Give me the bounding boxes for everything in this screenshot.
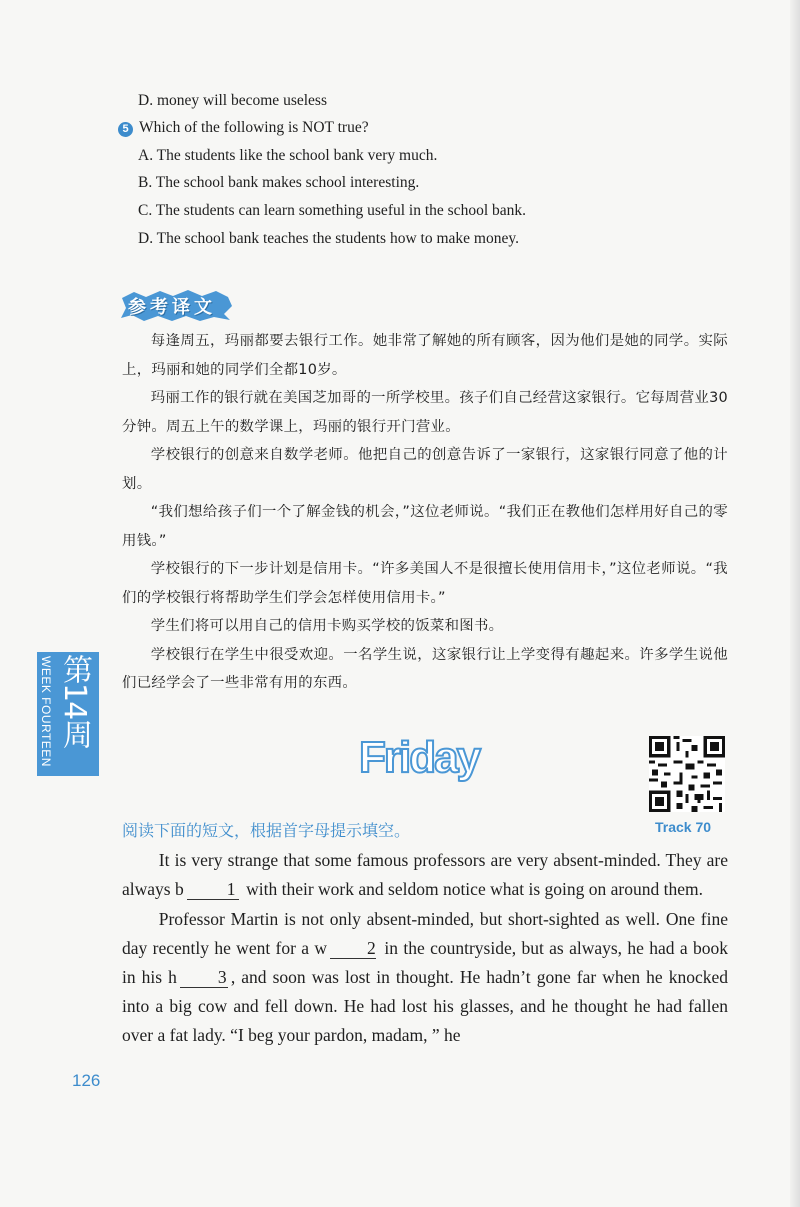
passage-text: Professor Martin is not only absent-minded, but short-sighted as well. One fine day recently he went for a	[122, 909, 728, 958]
passage-text: It is very strange that some famous professors are very absent-minded. They are always	[122, 850, 728, 899]
translation-paragraph: 学生们将可以用自己的信用卡购买学校的饭菜和图书。	[150, 618, 504, 634]
passage-paragraph	[122, 905, 728, 1050]
qr-code-icon[interactable]	[649, 736, 725, 812]
day-title	[355, 728, 495, 784]
translation-badge-label: 参考译文	[128, 297, 216, 318]
translation-paragraph: 玛丽工作的银行就在美国芝加哥的一所学校里。孩子们自己经营这家银行。它每周营业30分钟。周五上午的数学课上，玛丽的银行开门营业。	[122, 390, 728, 435]
week-side-tab	[37, 652, 99, 776]
reading-passage	[122, 846, 728, 1051]
blank-2[interactable]: 2	[330, 938, 376, 959]
blank-1[interactable]: 1	[187, 879, 239, 900]
option-d: D. The school bank teaches the students how to make money.	[138, 230, 519, 247]
blank-3[interactable]: 3	[180, 967, 228, 988]
blank-initial: b	[174, 879, 184, 899]
option-b: B. The school bank makes school interesting.	[138, 174, 420, 191]
translation-paragraph: 学校银行的创意来自数学老师。他把自己的创意告诉了一家银行，这家银行同意了他的计划。	[122, 447, 728, 492]
blank-initial: w	[314, 938, 328, 958]
exercise-instruction: 阅读下面的短文，根据首字母提示填空。	[122, 821, 411, 840]
option-d-prev: D. money will become useless	[138, 92, 327, 109]
option-a: A. The students like the school bank very much.	[138, 147, 438, 164]
translation-paragraph: 每逢周五，玛丽都要去银行工作。她非常了解她的所有顾客，因为他们是她的同学。实际上，玛丽和她的同学们全都10岁。	[122, 333, 728, 378]
week-label-cn: 第14周	[57, 654, 92, 749]
passage-text: with their work and seldom notice what is going on around them.	[241, 879, 703, 899]
passage-text: , and soon was lost in thought. He hadn’t gone far when he knocked into a big cow and fell down. He had lost his glasses, and he thought he had fallen over a fat lady. “I beg your pardon, madam, ” he	[122, 967, 728, 1045]
day-title-text: Friday	[359, 733, 480, 782]
translation-paragraph: 学校银行的下一步计划是信用卡。“许多美国人不是很擅长使用信用卡，”这位老师说。“我们的学校银行将帮助学生们学会怎样使用信用卡。”	[122, 561, 728, 606]
question-stem: Which of the following is NOT true?	[139, 119, 369, 136]
translation-paragraph: 学校银行在学生中很受欢迎。一名学生说，这家银行让上学变得有趣起来。许多学生说他们已经学会了一些非常有用的东西。	[122, 646, 728, 691]
blank-initial: h	[168, 967, 177, 987]
audio-track-label: Track 70	[655, 819, 712, 835]
translation-badge	[118, 288, 236, 322]
passage-text: in the countryside, but as always, he had a book in his	[122, 938, 728, 987]
week-label-en: WEEK FOURTEEN	[39, 656, 53, 767]
translation-text	[122, 327, 728, 698]
option-c: C. The students can learn something useful in the school bank.	[138, 202, 526, 219]
translation-paragraph: “我们想给孩子们一个了解金钱的机会，”这位老师说。“我们正在教他们怎样用好自己的零用钱。”	[122, 504, 728, 549]
page-number: 126	[72, 1071, 101, 1090]
question-number-badge: 5	[118, 122, 133, 137]
page-edge-shadow	[790, 0, 800, 1207]
passage-paragraph	[122, 846, 728, 904]
